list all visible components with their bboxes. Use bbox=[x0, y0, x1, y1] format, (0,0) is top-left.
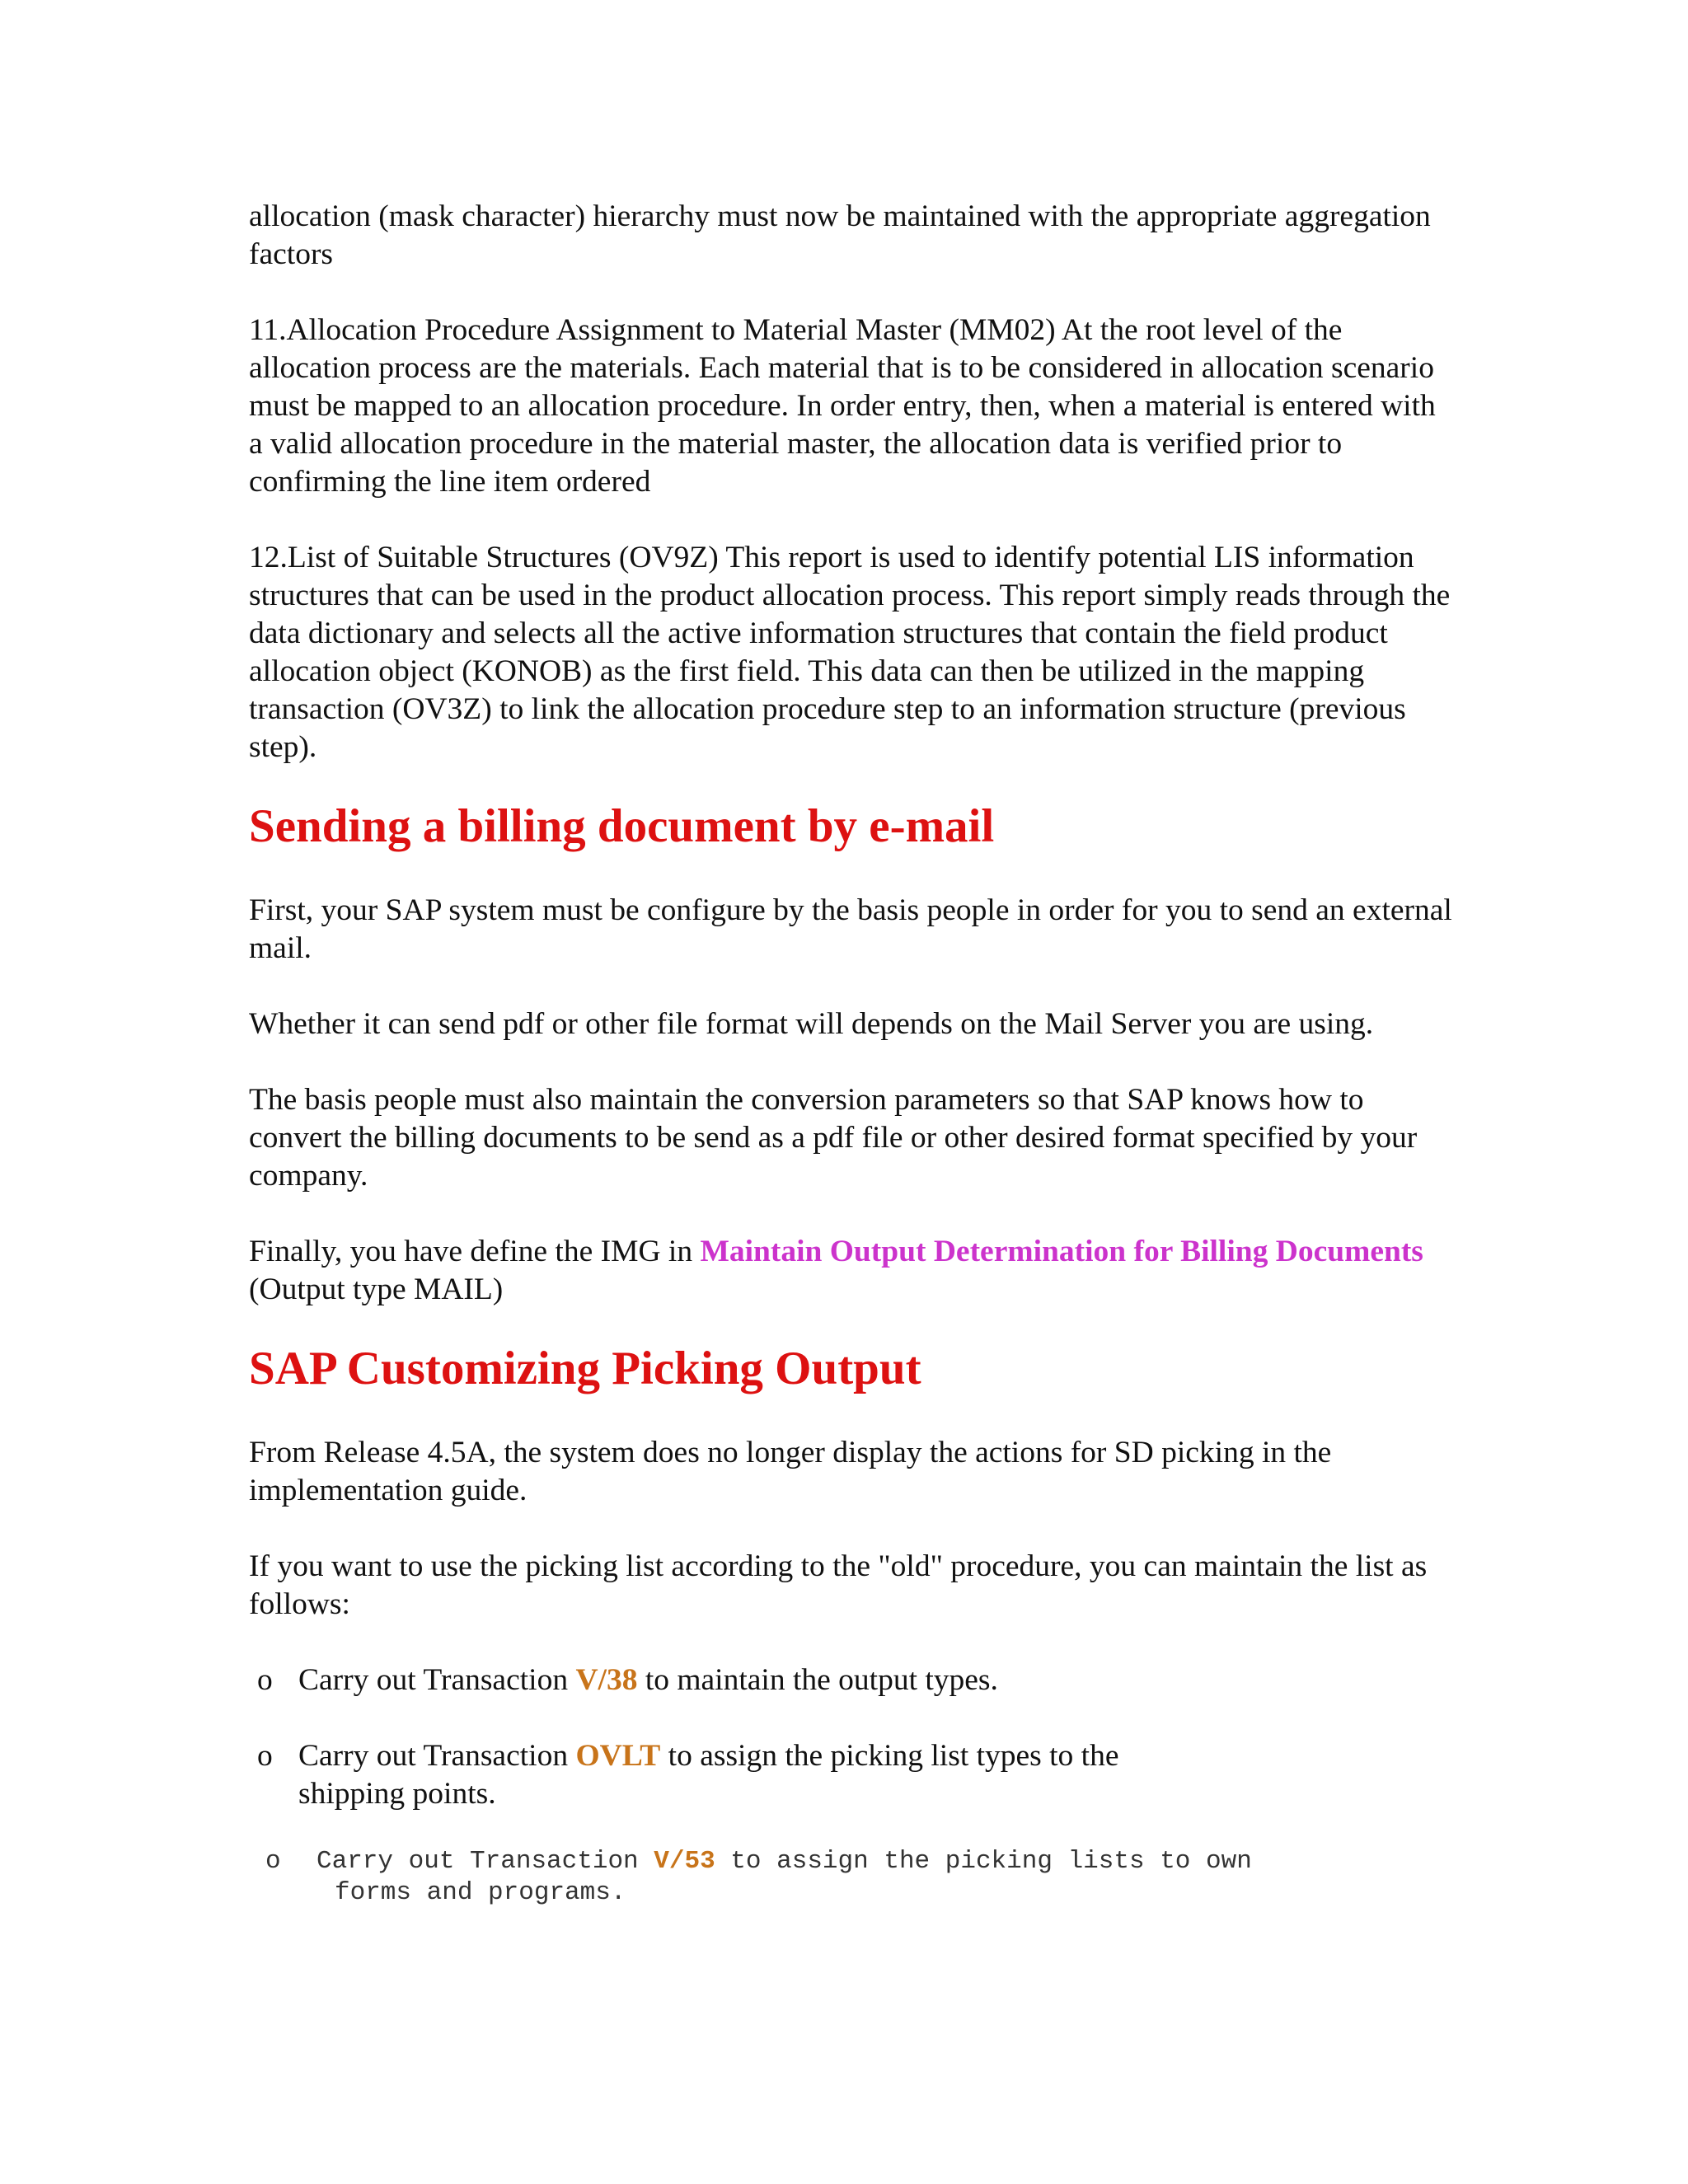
img-menu-path-link[interactable]: Maintain Output Determination for Billing Documents bbox=[700, 1235, 1423, 1268]
img-text-prefix: Finally, you have define the IMG in bbox=[249, 1235, 701, 1268]
list-item-v53 bbox=[249, 1846, 1452, 1909]
transaction-code-ovlt: OVLT bbox=[575, 1739, 661, 1773]
paragraph-suitable-structures: 12.List of Suitable Structures (OV9Z) This report is used to identify potential LIS information structures that can be used in the product allocation process. This report simply reads through the data dictionary and selects all the active information structures that contain the field product allocation object (KONOB) as the first field. This data can then be utilized in the mapping transaction (OV3Z) to link the allocation procedure step to an information structure (previous step). bbox=[249, 541, 1451, 764]
paragraph-mail-server: Whether it can send pdf or other file format will depends on the Mail Server you are using. bbox=[249, 1007, 1374, 1041]
paragraph-aggregation: allocation (mask character) hierarchy must now be maintained with the appropriate aggregation factors bbox=[249, 199, 1431, 271]
heading-billing-email: Sending a billing document by e-mail bbox=[249, 800, 995, 852]
paragraph-img-output-determination bbox=[249, 1233, 1452, 1309]
list-item-text bbox=[312, 1846, 1452, 1909]
img-text-suffix: (Output type MAIL) bbox=[249, 1272, 504, 1306]
list-item-suffix: to assign the picking lists to own bbox=[715, 1847, 1252, 1876]
list-item-prefix: Carry out Transaction bbox=[316, 1847, 654, 1876]
bullet-marker: o bbox=[265, 1847, 281, 1876]
list-item-continuation: forms and programs. bbox=[335, 1878, 626, 1907]
paragraph-old-procedure: If you want to use the picking list according to the "old" procedure, you can maintain the list as follows: bbox=[249, 1549, 1428, 1621]
paragraph-allocation-procedure-assignment: 11.Allocation Procedure Assignment to Material Master (MM02) At the root level of the allocation process are the materials. Each material that is to be considered in allocation scenario must be mapped to an allocation procedure. In order entry, then, when a material is entered with a valid allocation procedure in the material master, the allocation data is verified prior to confirming the line item ordered bbox=[249, 313, 1436, 499]
bullet-marker: o bbox=[257, 1663, 273, 1697]
list-item-ovlt bbox=[249, 1737, 1452, 1813]
heading-picking-output: SAP Customizing Picking Output bbox=[249, 1343, 921, 1394]
list-item-prefix: Carry out Transaction bbox=[298, 1663, 576, 1697]
bullet-marker: o bbox=[257, 1739, 273, 1773]
list-item-suffix: to maintain the output types. bbox=[637, 1663, 998, 1697]
paragraph-configure-mail: First, your SAP system must be configure by the basis people in order for you to send an external mail. bbox=[249, 893, 1452, 965]
list-item-text bbox=[298, 1737, 1452, 1813]
list-item-text bbox=[298, 1661, 1452, 1699]
list-item-suffix: to assign the picking list types to the shipping points. bbox=[298, 1739, 1119, 1811]
paragraph-conversion-parameters: The basis people must also maintain the conversion parameters so that SAP knows how to convert the billing documents to be send as a pdf file or other desired format specified by your company. bbox=[249, 1083, 1418, 1193]
transaction-code-v38: V/38 bbox=[575, 1663, 638, 1697]
list-item-v38 bbox=[249, 1661, 1452, 1699]
document-page bbox=[249, 198, 1452, 1909]
transaction-code-v53: V/53 bbox=[654, 1847, 715, 1876]
list-item-prefix: Carry out Transaction bbox=[298, 1739, 576, 1773]
paragraph-release-note: From Release 4.5A, the system does no longer display the actions for SD picking in the implementation guide. bbox=[249, 1436, 1332, 1507]
